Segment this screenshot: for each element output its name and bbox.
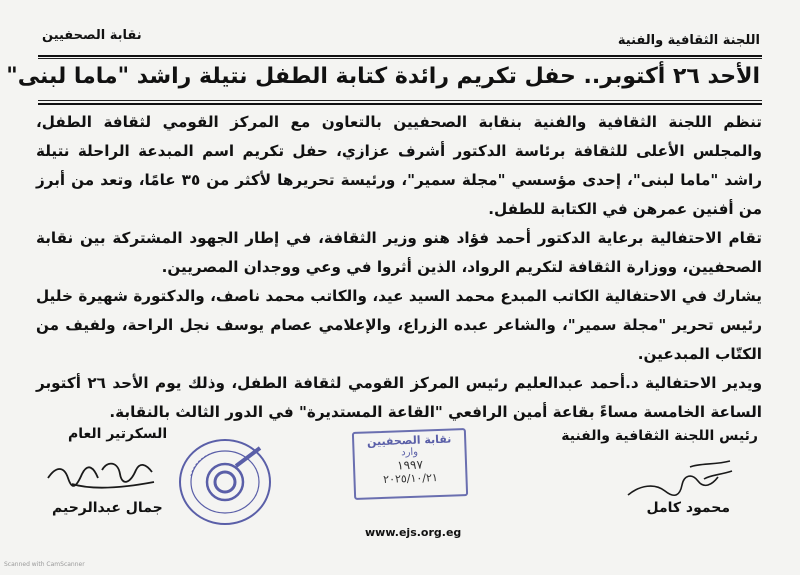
- stamp-line-2: وارد: [400, 446, 419, 459]
- paragraph-2: تقام الاحتفالية برعاية الدكتور أحمد فؤاد هنو وزير الثقافة، في إطار الجهود المشتركة بين نقابة الصحفيين، ووزارة الثقافة لتكريم الرواد، الذين أثروا في وعي ووجدان المصريين.: [36, 229, 762, 276]
- scanner-watermark: Scanned with CamScanner: [4, 561, 85, 568]
- signature-left-name: جمال عبدالرحيم: [52, 500, 163, 516]
- header-right-org: اللجنة الثقافية والفنية: [617, 33, 760, 48]
- stamp-line-4: ٢٠٢٥/١٠/٢١: [382, 471, 439, 486]
- paragraph-1: تنظم اللجنة الثقافية والفنية بنقابة الصحفيين بالتعاون مع المركز القومي لثقافة الطفل، والمجلس الأعلى للثقافة برئاسة الدكتور أشرف عزازي، حفل تكريم اسم المبدعة الراحلة نتيلة راشد "ماما لبنى"، إحدى مؤسسي "مجلة سمير"، ورئيسة تحريرها لأكثر من ٣٥ عامًا، وتعد من أبرز من أفنين عمرهن في الكتابة للطفل.: [36, 113, 763, 218]
- header-left-org: نقابة الصحفيين: [42, 28, 142, 43]
- signature-left-scribble: [42, 448, 162, 498]
- body-text: [36, 108, 762, 427]
- footer-url: www.ejs.org.eg: [365, 526, 462, 539]
- signature-right-name: محمود كامل: [646, 500, 730, 516]
- signature-left-title: السكرتير العام: [68, 426, 168, 442]
- headline-divider-thick: [38, 103, 762, 105]
- stamp-line-3: ١٩٩٧: [396, 457, 424, 473]
- headline: الأحد ٢٦ أكتوبر.. حفل تكريم رائدة كتابة الطفل نتيلة راشد "ماما لبنى": [6, 64, 760, 89]
- union-round-stamp-icon: [176, 436, 274, 528]
- headline-divider: [38, 100, 762, 101]
- stamp-line-1: نقابة الصحفيين: [366, 432, 452, 449]
- paragraph-4: ويدير الاحتفالية د.أحمد عبدالعليم رئيس المركز القومي لثقافة الطفل، وذلك يوم الأحد ٢٦ أكتوبر الساعة الخامسة مساءً بقاعة أمين الرافعي "القاعة المستديرة" في الدور الثالث بالنقابة.: [36, 374, 763, 421]
- header-divider-thin: [38, 58, 762, 59]
- paragraph-3: يشارك في الاحتفالية الكاتب المبدع محمد السيد عيد، والكاتب محمد ناصف، والدكتورة شهيرة خليل رئيس تحرير "مجلة سمير"، والشاعر عبده الزراع، والإعلامي عصام يوسف نجل الراحة، ولفيف من الكتّاب المبدعين.: [36, 287, 762, 363]
- signature-right-title: رئيس اللجنة الثقافية والفنية: [561, 428, 758, 444]
- signature-right-scribble: [620, 455, 740, 503]
- received-stamp: [352, 428, 468, 500]
- header-divider: [38, 55, 762, 57]
